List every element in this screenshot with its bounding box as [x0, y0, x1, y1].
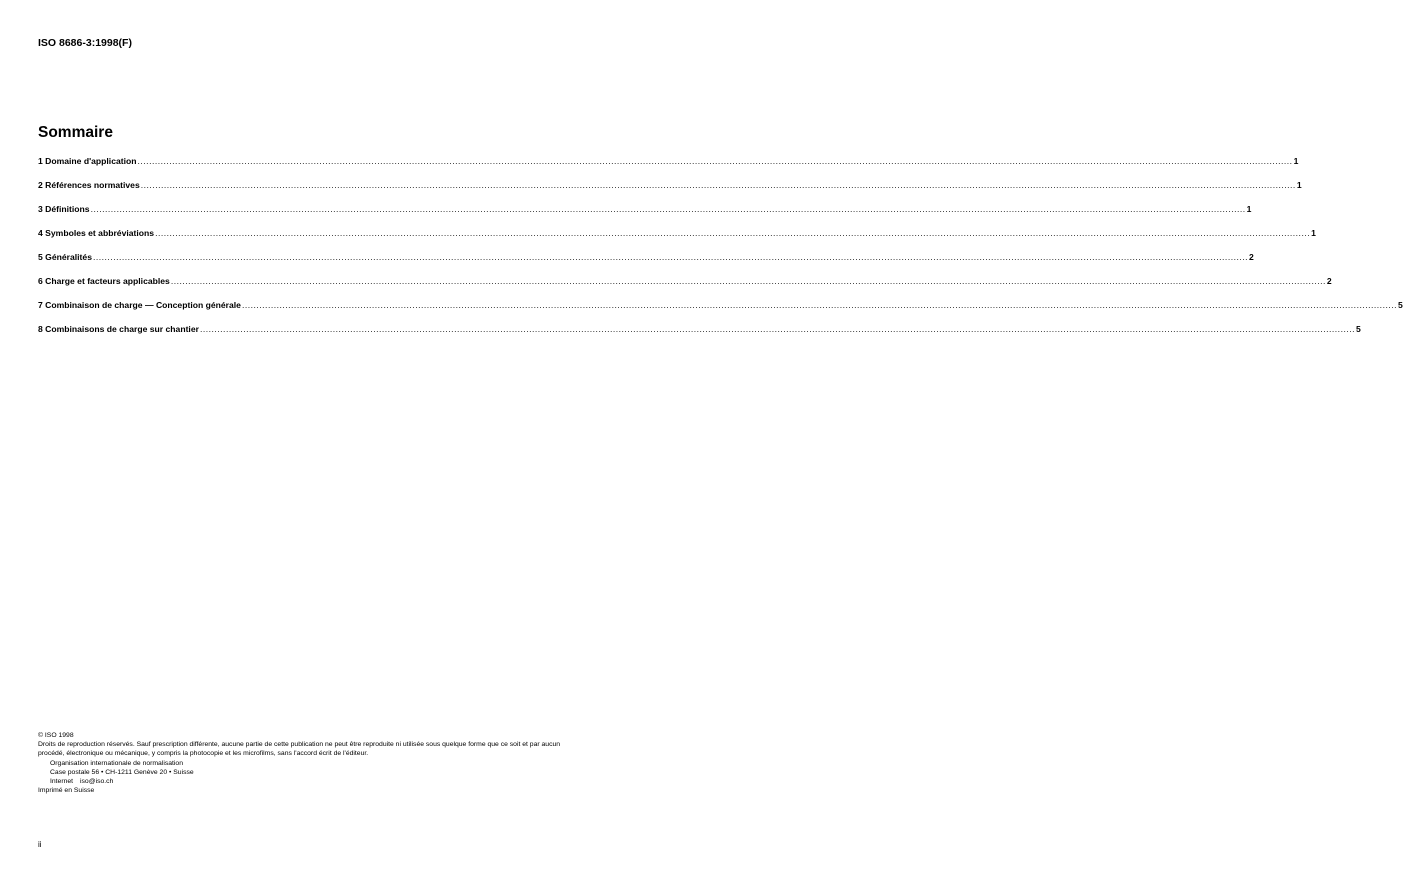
toc-entry[interactable]	[38, 324, 1361, 348]
copyright-line: © ISO 1998	[38, 732, 74, 739]
internet-line	[38, 777, 578, 786]
toc-entry[interactable]	[38, 156, 1299, 180]
dot-leader: ................................................................................................................................................................................................................................................................................................................................................................................................................	[199, 324, 1356, 334]
toc-entry-page: 2	[1326, 276, 1332, 286]
dot-leader: ................................................................................................................................................................................................................................................................................................................................................................................................................	[92, 252, 1249, 262]
toc-entry-page: 1	[1311, 228, 1316, 238]
toc-entry[interactable]	[38, 204, 1252, 228]
toc-entry-title: 2 Références normatives	[38, 180, 140, 190]
email-link[interactable]: iso@iso.ch	[80, 778, 114, 786]
postal-address: Case postale 56 • CH-1211 Genève 20 • Suisse	[50, 768, 194, 776]
printed-in: Imprimé en Suisse	[38, 787, 95, 795]
page-number: ii	[38, 840, 42, 849]
toc-entry-title: 5 Généralités	[38, 252, 92, 262]
toc-entry[interactable]	[38, 252, 1254, 276]
dot-leader: ................................................................................................................................................................................................................................................................................................................................................................................................................	[241, 300, 1398, 310]
toc-entry-title: 6 Charge et facteurs applicables	[38, 276, 170, 286]
toc-entry-page: 1	[1293, 156, 1299, 166]
toc-entry-page: 2	[1249, 252, 1254, 262]
toc-entry[interactable]	[38, 180, 1302, 204]
dot-leader: ................................................................................................................................................................................................................................................................................................................................................................................................................	[170, 276, 1326, 286]
copyright-notice	[38, 731, 578, 795]
dot-leader: ................................................................................................................................................................................................................................................................................................................................................................................................................	[140, 180, 1296, 190]
internet-label: Internet	[50, 778, 74, 786]
document-id: ISO 8686-3:1998(F)	[38, 37, 132, 49]
rights-statement: Droits de reproduction réservés. Sauf prescription différente, aucune partie de cette publication ne peut être reproduite ni utilisée sous quelque forme que ce soit et par aucun procédé, électronique ou mécanique, y compris la photocopie et les microfilms, sans l'accord écrit de l'éditeur.	[38, 741, 561, 758]
toc-entry-title: 7 Combinaison de charge — Conception générale	[38, 300, 241, 310]
toc-entry-page: 1	[1246, 204, 1252, 214]
toc-entry[interactable]	[38, 228, 1316, 252]
organization-name: Organisation internationale de normalisation	[50, 759, 183, 767]
toc-entry-title: 1 Domaine d'application	[38, 156, 137, 166]
dot-leader: ................................................................................................................................................................................................................................................................................................................................................................................................................	[90, 204, 1246, 214]
dot-leader: ................................................................................................................................................................................................................................................................................................................................................................................................................	[155, 228, 1311, 238]
toc-entry-title: 4 Symboles et abbréviations	[38, 228, 155, 238]
toc-entry-page: 5	[1398, 300, 1403, 310]
table-of-contents	[38, 156, 1403, 348]
toc-title: Sommaire	[38, 124, 113, 141]
toc-entry[interactable]	[38, 300, 1403, 324]
toc-entry-page: 5	[1356, 324, 1361, 334]
toc-entry-page: 1	[1296, 180, 1302, 190]
toc-entry-title: 3 Définitions	[38, 204, 90, 214]
toc-entry[interactable]	[38, 276, 1332, 300]
dot-leader: ................................................................................................................................................................................................................................................................................................................................................................................................................	[137, 156, 1293, 166]
toc-entry-title: 8 Combinaisons de charge sur chantier	[38, 324, 199, 334]
